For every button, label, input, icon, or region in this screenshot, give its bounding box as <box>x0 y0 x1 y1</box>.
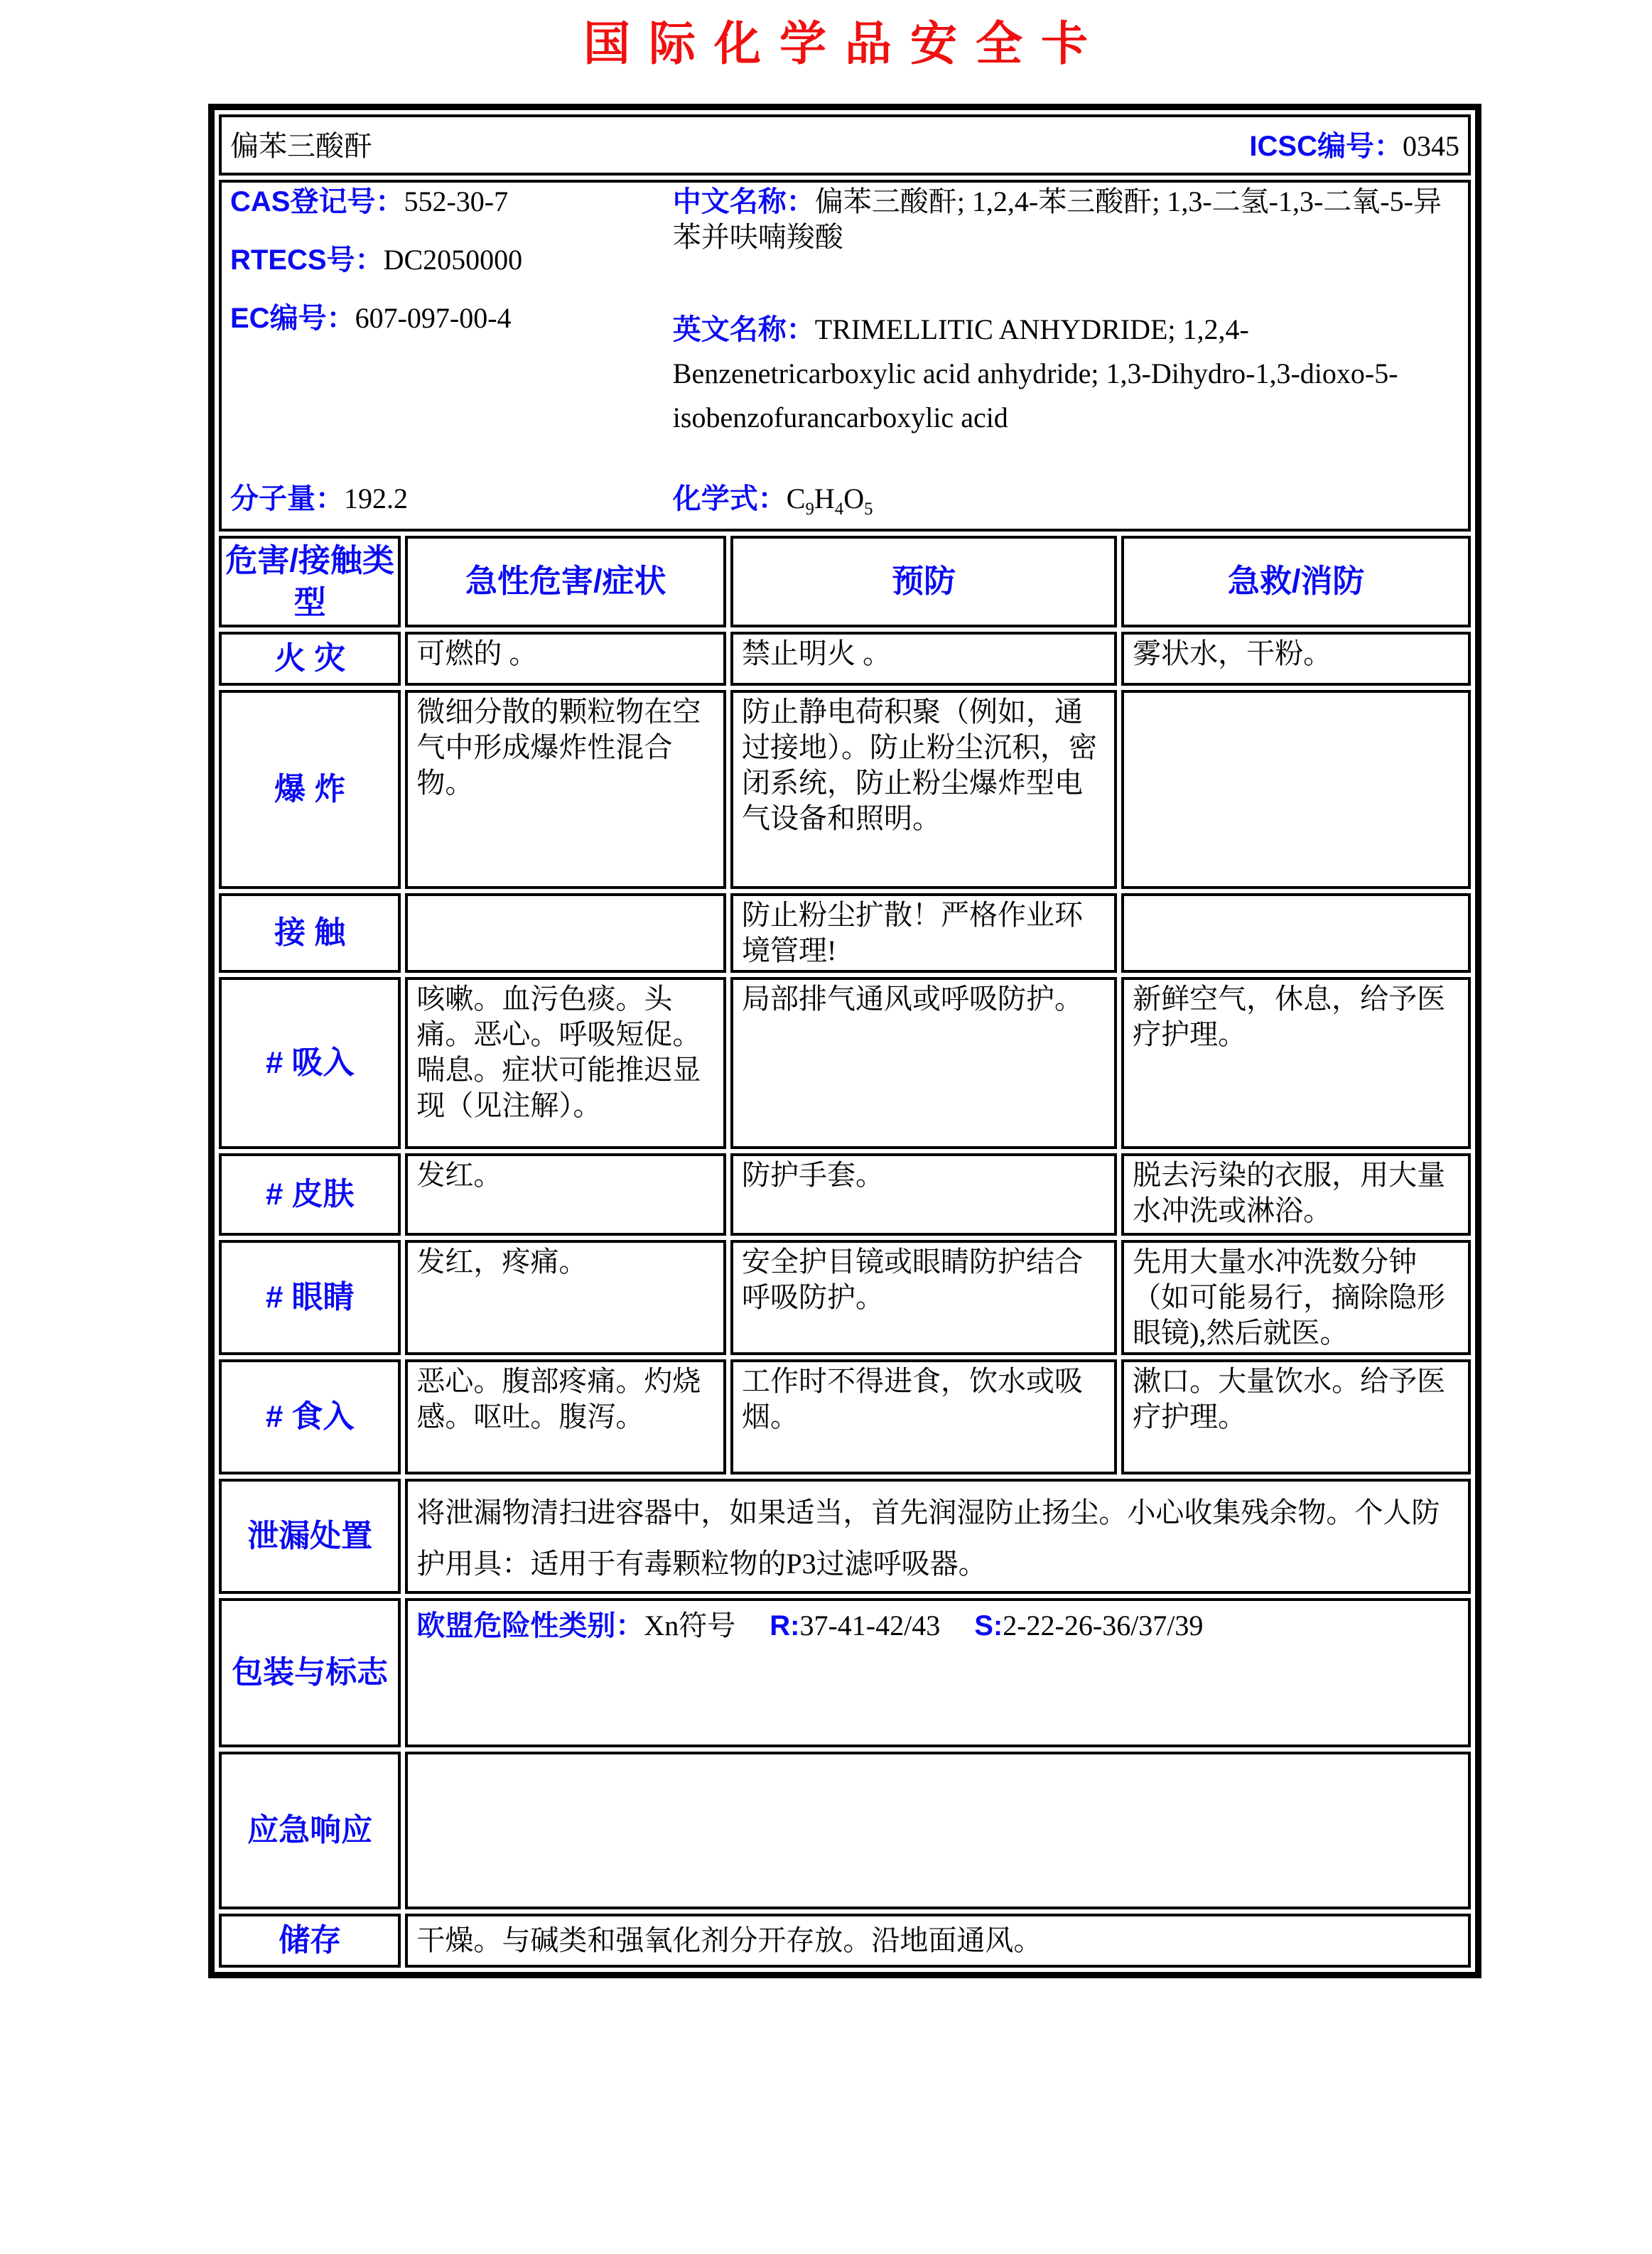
explosion-firstaid <box>1121 690 1471 889</box>
ingestion-firstaid: 漱口。大量饮水。给予医疗护理。 <box>1121 1359 1471 1474</box>
rtecs-label: RTECS号： <box>230 244 384 276</box>
exposure-row <box>219 893 1471 973</box>
skin-row <box>219 1153 1471 1236</box>
r-phrases-label: R: <box>770 1610 800 1641</box>
rtecs-line <box>230 242 673 278</box>
fire-row <box>219 632 1471 686</box>
icsc-number-group <box>1249 129 1459 164</box>
skin-symptoms: 发红。 <box>405 1153 726 1236</box>
english-name-block <box>673 308 1455 440</box>
packaging-label: 包装与标志 <box>219 1598 401 1747</box>
english-name-value: TRIMELLITIC ANHYDRIDE; 1,2,4-Benzenetricarboxylic acid anhydride; 1,3-Dihydro-1,3-dioxo-5-isobenzofurancarboxylic acid <box>672 313 1398 433</box>
eyes-label: # 眼睛 <box>219 1240 401 1355</box>
storage-content: 干燥。与碱类和强氧化剂分开存放。沿地面通风。 <box>405 1914 1471 1968</box>
registry-numbers <box>230 184 673 440</box>
chemical-names <box>673 184 1459 440</box>
header-prevention: 预防 <box>730 536 1117 627</box>
header-hazard-type: 危害/接触类型 <box>219 536 401 627</box>
exposure-firstaid <box>1121 893 1471 973</box>
eu-class-label: 欧盟危险性类别： <box>416 1610 644 1641</box>
rtecs-value: DC2050000 <box>383 244 523 276</box>
cas-line <box>230 184 673 220</box>
inhalation-row <box>219 977 1471 1149</box>
explosion-row <box>219 690 1471 889</box>
name-cell <box>219 114 1471 176</box>
hazard-header-row <box>219 536 1471 627</box>
name-row <box>219 114 1471 176</box>
inhalation-label: # 吸入 <box>219 977 401 1149</box>
eyes-row <box>219 1240 1471 1355</box>
storage-row <box>219 1914 1471 1968</box>
chemical-name: 偏苯三酸酐 <box>230 130 372 162</box>
identity-cell <box>219 180 1471 532</box>
eu-class-value: Xn符号 <box>644 1609 736 1641</box>
eyes-firstaid: 先用大量水冲洗数分钟（如可能易行，摘除隐形眼镜),然后就医。 <box>1121 1240 1471 1355</box>
packaging-content <box>405 1598 1471 1747</box>
chemical-formula: $C_9H_4O_5$ <box>786 482 873 519</box>
formula-label: 化学式： <box>672 483 787 514</box>
fire-prevention: 禁止明火 。 <box>730 632 1117 686</box>
eyes-symptoms: 发红，疼痛。 <box>405 1240 726 1355</box>
emergency-content <box>405 1752 1471 1909</box>
page-title: 国际化学品安全卡 <box>583 18 1106 70</box>
inhalation-symptoms: 咳嗽。血污色痰。头痛。恶心。呼吸短促。喘息。症状可能推迟显现（见注解）。 <box>405 977 726 1149</box>
s-phrases-label: S: <box>974 1610 1003 1641</box>
ec-value: 607-097-00-4 <box>355 302 512 334</box>
icsc-number-label: ICSC编号： <box>1249 131 1403 162</box>
chinese-name-label: 中文名称： <box>672 186 815 217</box>
spillage-label: 泄漏处置 <box>219 1479 401 1594</box>
ec-line <box>230 301 673 336</box>
chinese-name-block <box>673 184 1455 255</box>
inhalation-firstaid: 新鲜空气，休息，给予医疗护理。 <box>1121 977 1471 1149</box>
exposure-label: 接 触 <box>219 893 401 973</box>
cas-value: 552-30-7 <box>404 185 509 217</box>
spillage-row <box>219 1479 1471 1594</box>
skin-label: # 皮肤 <box>219 1153 401 1236</box>
document <box>208 0 1481 1978</box>
inhalation-prevention: 局部排气通风或呼吸防护。 <box>730 977 1117 1149</box>
s-phrases-value: 2-22-26-36/37/39 <box>1003 1609 1204 1641</box>
ingestion-prevention: 工作时不得进食，饮水或吸烟。 <box>730 1359 1117 1474</box>
packaging-row <box>219 1598 1471 1747</box>
skin-firstaid: 脱去污染的衣服，用大量水冲洗或淋浴。 <box>1121 1153 1471 1236</box>
skin-prevention: 防护手套。 <box>730 1153 1117 1236</box>
fire-label: 火 灾 <box>219 632 401 686</box>
exposure-symptoms <box>405 893 726 973</box>
emergency-row <box>219 1752 1471 1909</box>
icsc-number-value: 0345 <box>1403 130 1459 162</box>
molecular-weight-value: 192.2 <box>344 482 408 514</box>
exposure-prevention: 防止粉尘扩散！严格作业环境管理! <box>730 893 1117 973</box>
ec-label: EC编号： <box>230 303 355 334</box>
explosion-symptoms: 微细分散的颗粒物在空气中形成爆炸性混合物。 <box>405 690 726 889</box>
storage-label: 储存 <box>219 1914 401 1968</box>
cas-label: CAS登记号： <box>230 186 404 217</box>
explosion-prevention: 防止静电荷积聚（例如，通过接地）。防止粉尘沉积，密闭系统，防止粉尘爆炸型电气设备和照明。 <box>730 690 1117 889</box>
molecular-weight-label: 分子量： <box>230 483 344 514</box>
r-phrases-value: 37-41-42/43 <box>799 1609 941 1641</box>
formula-line <box>673 481 1459 517</box>
emergency-label: 应急响应 <box>219 1752 401 1909</box>
identity-row <box>219 180 1471 532</box>
english-name-label: 英文名称： <box>672 314 815 345</box>
icsc-card-table <box>208 104 1481 1978</box>
chinese-name-value: 偏苯三酸酐; 1,2,4-苯三酸酐; 1,3-二氢-1,3-二氧-5-异苯并呋喃羧酸 <box>672 185 1442 253</box>
header-symptoms: 急性危害/症状 <box>405 536 726 627</box>
spillage-content: 将泄漏物清扫进容器中，如果适当，首先润湿防止扬尘。小心收集残余物。个人防护用具：适用于有毒颗粒物的P3过滤呼吸器。 <box>405 1479 1471 1594</box>
fire-symptoms: 可燃的 。 <box>405 632 726 686</box>
header-firstaid: 急救/消防 <box>1121 536 1471 627</box>
eyes-prevention: 安全护目镜或眼睛防护结合呼吸防护。 <box>730 1240 1117 1355</box>
ingestion-label: # 食入 <box>219 1359 401 1474</box>
explosion-label: 爆 炸 <box>219 690 401 889</box>
ingestion-row <box>219 1359 1471 1474</box>
molecular-weight-line <box>230 481 673 517</box>
ingestion-symptoms: 恶心。腹部疼痛。灼烧感。呕吐。腹泻。 <box>405 1359 726 1474</box>
fire-firstaid: 雾状水，干粉。 <box>1121 632 1471 686</box>
